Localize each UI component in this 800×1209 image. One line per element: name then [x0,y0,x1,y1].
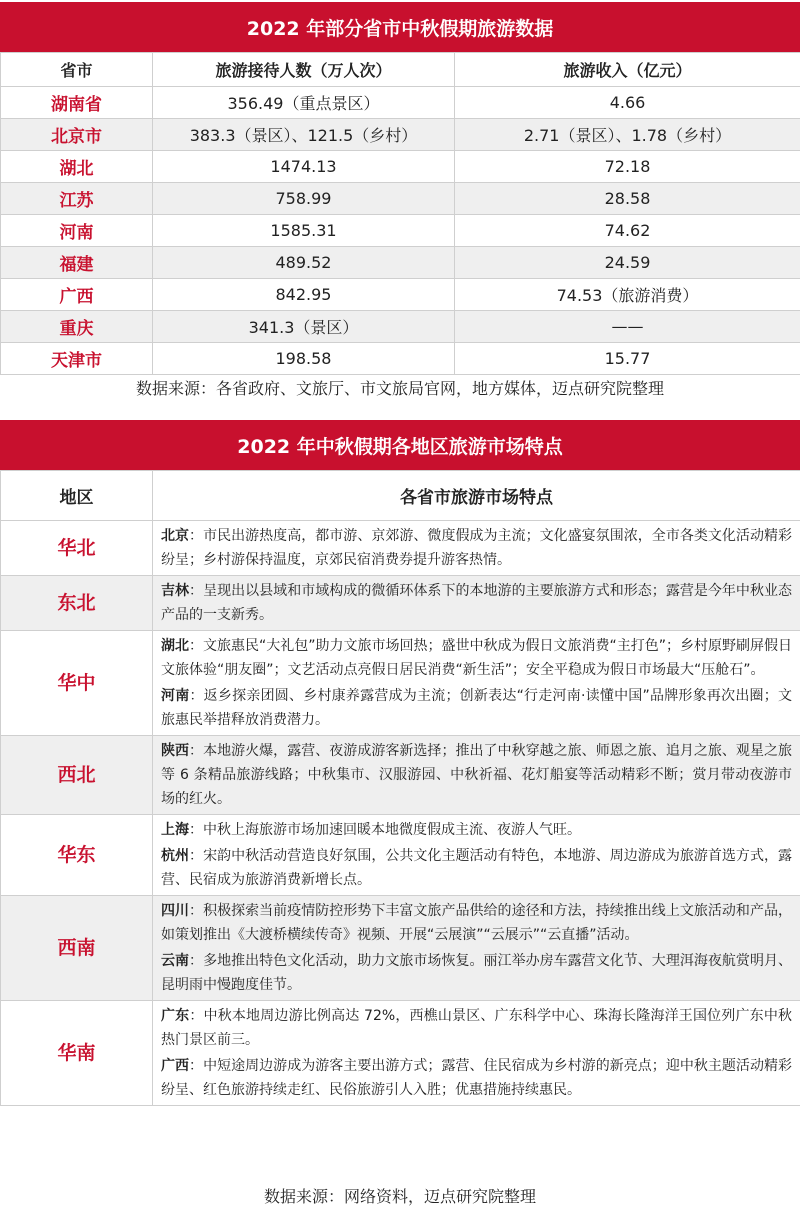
feature-entry [161,818,792,842]
visitors-cell: 356.49（重点景区） [153,87,455,119]
visitors-cell: 341.3（景区） [153,311,455,343]
feature-entry [161,684,792,732]
entry-province-name: 四川 [161,903,190,919]
tourism-data-table [0,52,800,375]
features-cell [153,631,800,736]
feature-entry [161,634,792,682]
revenue-cell: 15.77 [455,343,800,375]
revenue-cell: 24.59 [455,247,800,279]
province-cell: 天津市 [1,343,153,375]
feature-entry [161,949,792,997]
visitors-cell: 1585.31 [153,215,455,247]
features-cell [153,815,800,896]
region-cell: 东北 [1,576,153,631]
table2-header-row [1,471,800,521]
feature-entry [161,1004,792,1052]
revenue-cell: 74.62 [455,215,800,247]
visitors-cell: 842.95 [153,279,455,311]
features-cell [153,736,800,815]
province-cell: 湖南省 [1,87,153,119]
entry-text: ：中秋本地周边游比例高达 72%，西樵山景区、广东科学中心、珠海长隆海洋王国位列广东中秋热门景区前三。 [161,1008,793,1048]
visitors-cell: 489.52 [153,247,455,279]
table-row [1,521,800,576]
entry-text: ：中短途周边游成为游客主要出游方式；露营、住民宿成为乡村游的新亮点；迎中秋主题活动精彩纷呈、红色旅游持续走红、民俗旅游引人入胜；优惠措施持续惠民。 [161,1058,792,1098]
table-row [1,151,800,183]
table-row [1,311,800,343]
province-cell: 广西 [1,279,153,311]
table1-title: 2022 年部分省市中秋假期旅游数据 [0,2,800,52]
province-cell: 河南 [1,215,153,247]
entry-text: ：多地推出特色文化活动，助力文旅市场恢复。丽江举办房车露营文化节、大理洱海夜航赏明月、昆明雨中慢跑度佳节。 [161,953,792,993]
entry-province-name: 陕西 [161,743,190,759]
table-row [1,119,800,151]
entry-province-name: 北京 [161,528,190,544]
revenue-cell: 28.58 [455,183,800,215]
table2-title: 2022 年中秋假期各地区旅游市场特点 [0,420,800,470]
visitors-cell: 383.3（景区）、121.5（乡村） [153,119,455,151]
province-cell: 福建 [1,247,153,279]
region-cell: 西北 [1,736,153,815]
col-header-region: 地区 [1,471,153,521]
col-header-visitors: 旅游接待人数（万人次） [153,53,455,87]
entry-text: ：市民出游热度高，都市游、京郊游、微度假成为主流；文化盛宴氛围浓，全市各类文化活动精彩纷呈；乡村游保持温度，京郊民宿消费券提升游客热情。 [161,528,792,568]
table-row [1,815,800,896]
region-cell: 华东 [1,815,153,896]
entry-province-name: 河南 [161,688,190,704]
region-cell: 西南 [1,896,153,1001]
table2-source: 数据来源：网络资料，迈点研究院整理 [263,1187,536,1206]
table-row [1,896,800,1001]
feature-entry [161,899,792,947]
entry-text: ：本地游火爆，露营、夜游成游客新选择；推出了中秋穿越之旅、师恩之旅、追月之旅、观星之旅等 6 条精品旅游线路；中秋集市、汉服游园、中秋祈福、花灯船宴等活动精彩不断；赏月带动夜游市场的红火。 [161,743,792,807]
col-header-province: 省市 [1,53,153,87]
entry-text: ：呈现出以县域和市域构成的微循环体系下的本地游的主要旅游方式和形态；露营是今年中秋业态产品的一支新秀。 [161,583,792,623]
features-cell [153,896,800,1001]
table-row [1,631,800,736]
region-cell: 华北 [1,521,153,576]
table-row [1,215,800,247]
table-row [1,183,800,215]
table-row [1,87,800,119]
province-cell: 湖北 [1,151,153,183]
entry-text: ：积极探索当前疫情防控形势下丰富文旅产品供给的途径和方法，持续推出线上文旅活动和产品，如策划推出《大渡桥横续传奇》视频、开展“云展演”“云展示”“云直播”活动。 [161,903,792,943]
entry-text: ：返乡探亲团圆、乡村康养露营成为主流；创新表达“行走河南·读懂中国”品牌形象再次出圈；文旅惠民举措释放消费潜力。 [161,688,792,728]
table1-header-row [1,53,800,87]
province-cell: 江苏 [1,183,153,215]
feature-entry [161,579,792,627]
province-cell: 重庆 [1,311,153,343]
features-cell [153,1001,800,1106]
table-row [1,1001,800,1106]
entry-text: ：宋韵中秋活动营造良好氛围，公共文化主题活动有特色，本地游、周边游成为旅游首选方式，露营、民宿成为旅游消费新增长点。 [161,848,792,888]
col-header-features: 各省市旅游市场特点 [153,471,800,521]
region-cell: 华南 [1,1001,153,1106]
features-cell [153,576,800,631]
revenue-cell: 4.66 [455,87,800,119]
table-row [1,247,800,279]
table-row [1,736,800,815]
visitors-cell: 1474.13 [153,151,455,183]
revenue-cell: 72.18 [455,151,800,183]
entry-province-name: 吉林 [161,583,190,599]
features-cell [153,521,800,576]
entry-province-name: 上海 [161,822,189,838]
entry-province-name: 云南 [161,953,190,969]
revenue-cell: 2.71（景区）、1.78（乡村） [455,119,800,151]
feature-entry [161,1054,792,1102]
feature-entry [161,844,792,892]
province-cell: 北京市 [1,119,153,151]
market-features-table [0,470,800,1106]
table-row [1,279,800,311]
visitors-cell: 198.58 [153,343,455,375]
entry-province-name: 杭州 [161,848,190,864]
revenue-cell: 74.53（旅游消费） [455,279,800,311]
entry-text: ：文旅惠民“大礼包”助力文旅市场回热；盛世中秋成为假日文旅消费“主打色”；乡村原野刷屏假日文旅体验“朋友圈”；文艺活动点亮假日居民消费“新生活”；安全平稳成为假日市场最大“压舱石”。 [161,638,793,678]
table1-source: 数据来源：各省政府、文旅厅、市文旅局官网，地方媒体，迈点研究院整理 [135,379,664,398]
feature-entry [161,524,792,572]
table-row [1,576,800,631]
region-cell: 华中 [1,631,153,736]
entry-province-name: 广西 [161,1058,190,1074]
entry-text: ：中秋上海旅游市场加速回暖本地微度假成主流、夜游人气旺。 [189,822,581,838]
visitors-cell: 758.99 [153,183,455,215]
entry-province-name: 广东 [161,1008,190,1024]
col-header-revenue: 旅游收入（亿元） [455,53,800,87]
table-row [1,343,800,375]
feature-entry [161,739,792,811]
revenue-cell: —— [455,311,800,343]
entry-province-name: 湖北 [161,638,189,654]
